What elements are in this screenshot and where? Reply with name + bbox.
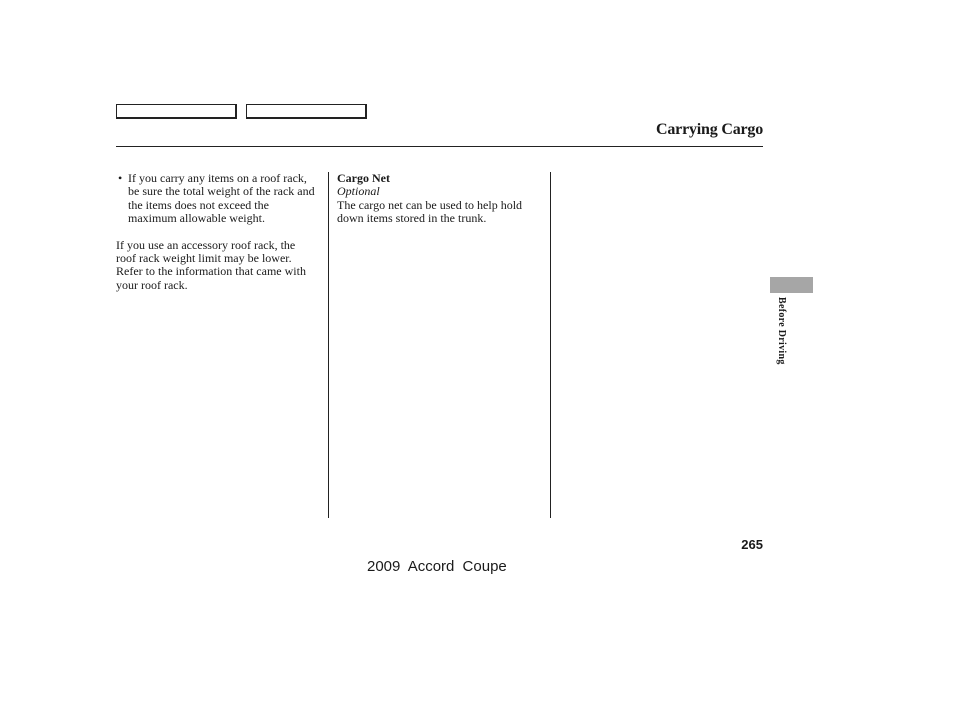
page-number: 265 bbox=[741, 537, 763, 552]
bullet-dot: • bbox=[118, 171, 123, 185]
optional-note: Optional bbox=[337, 184, 380, 199]
chapter-tab[interactable] bbox=[770, 277, 813, 293]
cargo-net-heading: Cargo Net bbox=[337, 171, 390, 185]
header-rule bbox=[116, 146, 763, 147]
bullet-item bbox=[116, 172, 316, 226]
bullet-text: If you carry any items on a roof rack, be sure the total weight of the rack and the items does not exceed the maximum allowable weight. bbox=[128, 171, 315, 226]
middle-column bbox=[337, 172, 547, 226]
chapter-label: Before Driving bbox=[776, 297, 787, 365]
column-divider-2 bbox=[550, 172, 551, 518]
left-column bbox=[116, 172, 316, 292]
roof-rack-paragraph: If you use an accessory roof rack, the roof rack weight limit may be lower. Refer to the information that came with your roof rack. bbox=[116, 237, 306, 292]
column-divider-1 bbox=[328, 172, 329, 518]
nav-box-left[interactable] bbox=[116, 104, 237, 119]
nav-box-right[interactable] bbox=[246, 104, 367, 119]
cargo-net-paragraph: The cargo net can be used to help hold down items stored in the trunk. bbox=[337, 197, 523, 226]
section-title: Carrying Cargo bbox=[656, 121, 763, 138]
footer-document-title: 2009 Accord Coupe bbox=[367, 558, 507, 575]
